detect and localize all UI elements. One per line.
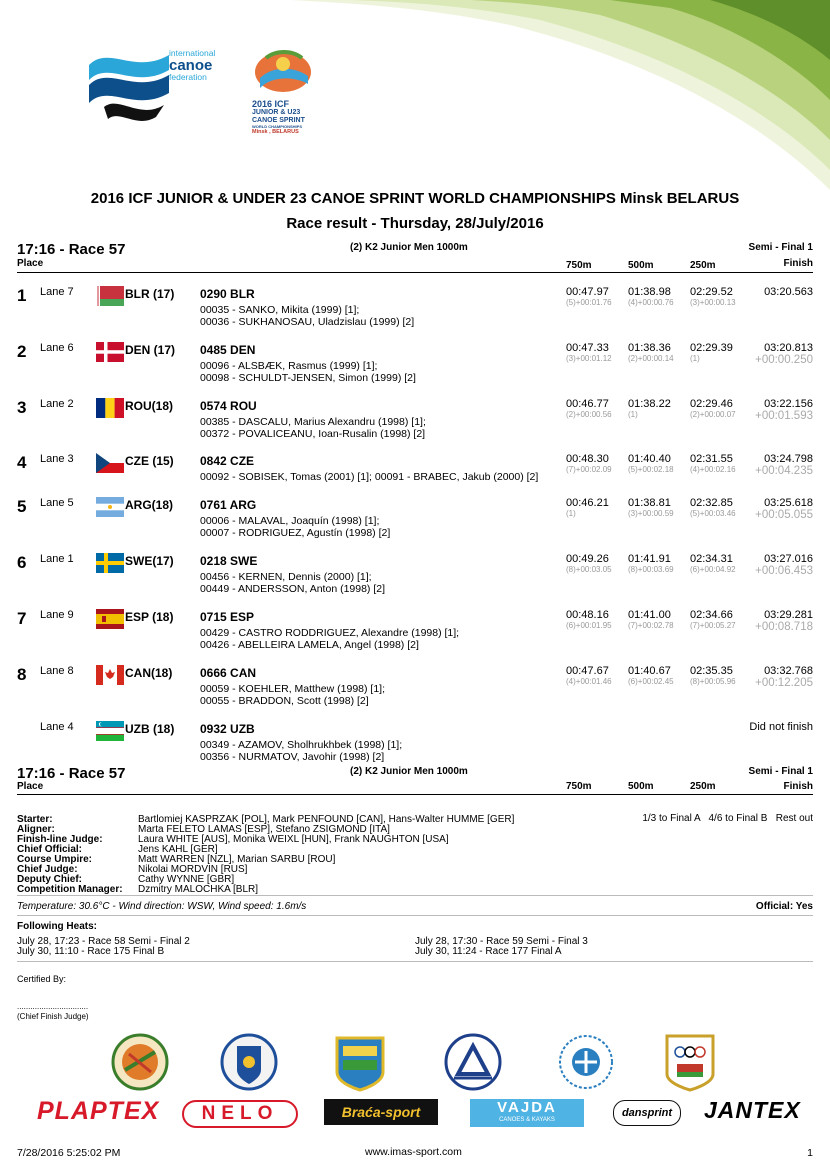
split-750: 00:47.33 bbox=[566, 342, 609, 354]
flag-cze-icon bbox=[96, 453, 124, 473]
result-crew-member: 00349 - AZAMOV, Sholhrukhbek (1998) [1]; bbox=[200, 739, 403, 751]
result-crew-member: 00098 - SCHULDT-JENSEN, Simon (1999) [2] bbox=[200, 372, 416, 384]
result-finish-time: 03:24.798 bbox=[764, 453, 813, 465]
official-value: Matt WARREN [NZL], Marian SARBU [ROU] bbox=[138, 854, 336, 865]
result-crew-member: 00385 - DASCALU, Marius Alexandru (1998) [1]; bbox=[200, 416, 426, 428]
event-logo-line1: 2016 ICF bbox=[252, 99, 290, 109]
icf-logo-line3: federation bbox=[169, 72, 207, 82]
result-gap: +00:01.593 bbox=[755, 410, 813, 422]
col-250: 250m bbox=[690, 260, 716, 271]
officials-values bbox=[138, 815, 514, 895]
following-heat: July 28, 17:30 - Race 59 Semi - Final 3 bbox=[415, 936, 588, 947]
rank-750: (2)+00:00.56 bbox=[566, 410, 612, 419]
weather-info: Temperature: 30.6°C - Wind direction: WSW, Wind speed: 1.6m/s bbox=[17, 901, 307, 912]
event-emblem-icon bbox=[252, 48, 314, 94]
result-gap: +00:06.453 bbox=[755, 565, 813, 577]
sport-ministry-emblem-icon bbox=[557, 1032, 615, 1092]
col-place-bottom: Place bbox=[17, 781, 44, 792]
result-place: 4 bbox=[17, 453, 27, 472]
sponsor-dansprint: dansprint bbox=[613, 1100, 681, 1126]
official-label: Chief Official: bbox=[17, 844, 83, 855]
split-500: 01:41.00 bbox=[628, 609, 671, 621]
rank-750: (8)+00:03.05 bbox=[566, 565, 612, 574]
bottom-header-divider bbox=[17, 794, 813, 795]
col-finish: Finish bbox=[783, 258, 813, 269]
result-crew-member: 00426 - ABELLEIRA LAMELA, Angel (1998) [2] bbox=[200, 639, 419, 651]
rank-500: (7)+00:02.78 bbox=[628, 621, 674, 630]
split-500: 01:38.22 bbox=[628, 398, 671, 410]
result-lane: Lane 8 bbox=[40, 665, 74, 677]
event-logo-line4: WORLD CHAMPIONSHIPS bbox=[252, 124, 302, 129]
result-gap: +00:08.718 bbox=[755, 621, 813, 633]
result-finish-time: 03:20.563 bbox=[764, 286, 813, 298]
result-finish-time: 03:25.618 bbox=[764, 497, 813, 509]
result-crew-member: 00092 - SOBISEK, Tomas (2001) [1]; 00091 - BRABEC, Jakub (2000) [2] bbox=[200, 471, 539, 483]
result-place: 2 bbox=[17, 342, 27, 361]
sponsor-vajda bbox=[470, 1099, 584, 1127]
result-country: CAN(18) bbox=[125, 666, 173, 680]
split-250: 02:29.39 bbox=[690, 342, 733, 354]
race-time-title-bottom: 17:16 - Race 57 bbox=[17, 765, 126, 782]
rank-500: (8)+00:03.69 bbox=[628, 565, 674, 574]
race-event: (2) K2 Junior Men 1000m bbox=[350, 242, 468, 253]
result-country: CZE (15) bbox=[125, 454, 174, 468]
result-crew-member: 00429 - CASTRO RODDRIGUEZ, Alexandre (1998) [1]; bbox=[200, 627, 460, 639]
split-500: 01:40.67 bbox=[628, 665, 671, 677]
official-label: Finish-line Judge: bbox=[17, 834, 103, 845]
result-lane: Lane 1 bbox=[40, 553, 74, 565]
certified-label: Certified By: bbox=[17, 974, 67, 984]
rank-500: (2)+00:00.14 bbox=[628, 354, 674, 363]
split-750: 00:47.67 bbox=[566, 665, 609, 677]
result-crew-member: 00456 - KERNEN, Dennis (2000) [1]; bbox=[200, 571, 372, 583]
split-500: 01:40.40 bbox=[628, 453, 671, 465]
region-flag-emblem-icon bbox=[333, 1032, 387, 1092]
flag-swe-icon bbox=[96, 553, 124, 573]
result-country: ARG(18) bbox=[125, 498, 174, 512]
split-750: 00:46.21 bbox=[566, 497, 609, 509]
result-place: 8 bbox=[17, 665, 27, 684]
col-500-bottom: 500m bbox=[628, 781, 654, 792]
flag-can-icon bbox=[96, 665, 124, 685]
split-750: 00:49.26 bbox=[566, 553, 609, 565]
flag-den-icon bbox=[96, 342, 124, 362]
split-750: 00:48.16 bbox=[566, 609, 609, 621]
race-time-title: 17:16 - Race 57 bbox=[17, 241, 126, 258]
result-crew-member: 00035 - SANKO, Mikita (1999) [1]; bbox=[200, 304, 360, 316]
rank-750: (6)+00:01.95 bbox=[566, 621, 612, 630]
result-boat: 0842 CZE bbox=[200, 454, 255, 468]
split-750: 00:46.77 bbox=[566, 398, 609, 410]
col-finish-bottom: Finish bbox=[783, 781, 813, 792]
split-500: 01:38.98 bbox=[628, 286, 671, 298]
result-finish-time: 03:20.813 bbox=[764, 342, 813, 354]
rank-500: (6)+00:02.45 bbox=[628, 677, 674, 686]
page-subtitle: Race result - Thursday, 28/July/2016 bbox=[286, 215, 544, 232]
result-country: ROU(18) bbox=[125, 399, 174, 413]
event-logo-line5: Minsk , BELARUS bbox=[252, 129, 299, 135]
icf-wave-icon bbox=[84, 45, 174, 125]
result-lane: Lane 9 bbox=[40, 609, 74, 621]
official-value: Marta FELETO LAMAS [ESP], Stefano ZSIGMOND [ITA] bbox=[138, 824, 390, 835]
rank-750: (7)+00:02.09 bbox=[566, 465, 612, 474]
result-boat: 0932 UZB bbox=[200, 722, 255, 736]
following-heat: July 28, 17:23 - Race 58 Semi - Final 2 bbox=[17, 936, 190, 947]
result-finish-time: Did not finish bbox=[749, 721, 813, 733]
result-lane: Lane 3 bbox=[40, 453, 74, 465]
following-heats-left bbox=[17, 937, 190, 957]
official-label: Deputy Chief: bbox=[17, 874, 82, 885]
signature-role: (Chief Finish Judge) bbox=[17, 1012, 89, 1021]
rank-500: (3)+00:00.59 bbox=[628, 509, 674, 518]
result-boat: 0574 ROU bbox=[200, 399, 257, 413]
flag-arg-icon bbox=[96, 497, 124, 517]
result-crew-member: 00356 - NURMATOV, Javohir (1998) [2] bbox=[200, 751, 385, 763]
col-750-bottom: 750m bbox=[566, 781, 592, 792]
race-phase: Semi - Final 1 bbox=[748, 242, 813, 253]
result-boat: 0715 ESP bbox=[200, 610, 255, 624]
col-place: Place bbox=[17, 258, 44, 269]
col-750: 750m bbox=[566, 260, 592, 271]
flag-rou-icon bbox=[96, 398, 124, 418]
official-value: Cathy WYNNE [GBR] bbox=[138, 874, 235, 885]
split-250: 02:35.35 bbox=[690, 665, 733, 677]
rank-250: (6)+00:04.92 bbox=[690, 565, 736, 574]
flag-uzb-icon bbox=[96, 721, 124, 741]
official-label: Aligner: bbox=[17, 824, 55, 835]
split-250: 02:29.52 bbox=[690, 286, 733, 298]
official-value: Nikolai MORDVIN [RUS] bbox=[138, 864, 248, 875]
split-250: 02:34.66 bbox=[690, 609, 733, 621]
result-gap: +00:05.055 bbox=[755, 509, 813, 521]
rank-750: (5)+00:01.76 bbox=[566, 298, 612, 307]
rank-750: (1) bbox=[566, 509, 576, 518]
footer-page-number: 1 bbox=[807, 1147, 813, 1159]
result-country: ESP (18) bbox=[125, 610, 174, 624]
rank-500: (1) bbox=[628, 410, 638, 419]
rank-250: (3)+00:00.13 bbox=[690, 298, 736, 307]
split-500: 01:41.91 bbox=[628, 553, 671, 565]
rank-500: (4)+00:00.76 bbox=[628, 298, 674, 307]
official-value: Laura WHITE [AUS], Monika WEIXL [HUN], Frank NAUGHTON [USA] bbox=[138, 834, 449, 845]
following-divider bbox=[17, 961, 813, 962]
split-250: 02:29.46 bbox=[690, 398, 733, 410]
weather-divider-bottom bbox=[17, 915, 813, 916]
result-crew-member: 00007 - RODRIGUEZ, Agustín (1998) [2] bbox=[200, 527, 391, 539]
icf-logo-line2: canoe bbox=[169, 57, 213, 74]
rank-250: (4)+00:02.16 bbox=[690, 465, 736, 474]
result-lane: Lane 6 bbox=[40, 342, 74, 354]
result-place: 6 bbox=[17, 553, 27, 572]
result-crew-member: 00096 - ALSBÆK, Rasmus (1999) [1]; bbox=[200, 360, 378, 372]
result-boat: 0218 SWE bbox=[200, 554, 258, 568]
rank-250: (8)+00:05.96 bbox=[690, 677, 736, 686]
result-finish-time: 03:27.016 bbox=[764, 553, 813, 565]
official-label: Chief Judge: bbox=[17, 864, 78, 875]
footer-printed-date: 7/28/2016 5:25:02 PM bbox=[17, 1147, 121, 1159]
rank-750: (4)+00:01.46 bbox=[566, 677, 612, 686]
icf-logo-line1: international bbox=[169, 48, 216, 58]
minsk-coat-emblem-icon bbox=[220, 1032, 278, 1092]
following-heats-title: Following Heats: bbox=[17, 921, 97, 932]
sponsor-vajda-sub: CANOES & KAYAKS bbox=[499, 1117, 555, 1123]
result-finish-time: 03:22.156 bbox=[764, 398, 813, 410]
page-title: 2016 ICF JUNIOR & UNDER 23 CANOE SPRINT WORLD CHAMPIONSHIPS Minsk BELARUS bbox=[90, 190, 740, 207]
split-500: 01:38.36 bbox=[628, 342, 671, 354]
result-crew-member: 00059 - KOEHLER, Matthew (1998) [1]; bbox=[200, 683, 386, 695]
result-place: 5 bbox=[17, 497, 27, 516]
race-event-bottom: (2) K2 Junior Men 1000m bbox=[350, 766, 468, 777]
sponsor-jantex: JANTEX bbox=[704, 1097, 801, 1123]
result-crew-member: 00006 - MALAVAL, Joaquín (1998) [1]; bbox=[200, 515, 380, 527]
header-divider bbox=[17, 272, 813, 273]
event-logo-line3: CANOE SPRINT bbox=[252, 116, 305, 124]
sponsor-vajda-name: VAJDA bbox=[497, 1099, 557, 1116]
official-value: Bartlomiej KASPRZAK [POL], Mark PENFOUND [CAN], Hans-Walter HUMME [GER] bbox=[138, 814, 515, 825]
rowing-club-emblem-icon bbox=[444, 1032, 502, 1092]
footer-website-link[interactable]: www.imas-sport.com bbox=[365, 1146, 462, 1158]
event-logo-line2: JUNIOR & U23 bbox=[252, 109, 301, 116]
officials-labels bbox=[17, 815, 123, 895]
result-gap: +00:04.235 bbox=[755, 465, 813, 477]
result-finish-time: 03:32.768 bbox=[764, 665, 813, 677]
following-heat: July 30, 11:24 - Race 177 Final A bbox=[415, 946, 562, 957]
rank-250: (7)+00:05.27 bbox=[690, 621, 736, 630]
sponsor-nelo: NELO bbox=[182, 1100, 298, 1128]
flag-esp-icon bbox=[96, 609, 124, 629]
rank-750: (3)+00:01.12 bbox=[566, 354, 612, 363]
official-label: Competition Manager: bbox=[17, 884, 123, 895]
split-750: 00:48.30 bbox=[566, 453, 609, 465]
following-heats-right bbox=[415, 937, 588, 957]
official-value: Dzmitry MALOCHKA [BLR] bbox=[138, 884, 259, 895]
result-boat: 0290 BLR bbox=[200, 287, 255, 301]
rank-500: (5)+00:02.18 bbox=[628, 465, 674, 474]
result-crew-member: 00449 - ANDERSSON, Anton (1998) [2] bbox=[200, 583, 386, 595]
result-boat: 0761 ARG bbox=[200, 498, 257, 512]
result-crew-member: 00372 - POVALICEANU, Ioan-Rusalin (1998) [2] bbox=[200, 428, 426, 440]
rank-250: (2)+00:00.07 bbox=[690, 410, 736, 419]
event-logo bbox=[252, 48, 314, 134]
split-500: 01:38.81 bbox=[628, 497, 671, 509]
following-heat: July 30, 11:10 - Race 175 Final B bbox=[17, 946, 165, 957]
result-gap: +00:12.205 bbox=[755, 677, 813, 689]
result-lane: Lane 2 bbox=[40, 398, 74, 410]
result-boat: 0666 CAN bbox=[200, 666, 257, 680]
race-phase-bottom: Semi - Final 1 bbox=[748, 766, 813, 777]
col-250-bottom: 250m bbox=[690, 781, 716, 792]
result-place: 1 bbox=[17, 286, 27, 305]
official-status: Official: Yes bbox=[755, 901, 813, 912]
weather-divider-top bbox=[17, 895, 813, 896]
result-country: SWE(17) bbox=[125, 554, 174, 568]
result-place: 7 bbox=[17, 609, 27, 628]
result-finish-time: 03:29.281 bbox=[764, 609, 813, 621]
result-lane: Lane 7 bbox=[40, 286, 74, 298]
olympic-committee-emblem-icon bbox=[663, 1032, 717, 1092]
split-250: 02:34.31 bbox=[690, 553, 733, 565]
result-country: BLR (17) bbox=[125, 287, 175, 301]
result-lane: Lane 4 bbox=[40, 721, 74, 733]
result-lane: Lane 5 bbox=[40, 497, 74, 509]
result-country: UZB (18) bbox=[125, 722, 175, 736]
header-swoosh-graphic bbox=[290, 0, 830, 190]
progression-rules: 1/3 to Final A 4/6 to Final B Rest out bbox=[642, 813, 813, 824]
rank-250: (5)+00:03.46 bbox=[690, 509, 736, 518]
icf-logo bbox=[84, 45, 234, 130]
col-500: 500m bbox=[628, 260, 654, 271]
result-crew-member: 00036 - SUKHANOSAU, Uladzislau (1999) [2] bbox=[200, 316, 415, 328]
canoe-federation-emblem-icon bbox=[111, 1032, 169, 1092]
result-crew-member: 00055 - BRADDON, Scott (1998) [2] bbox=[200, 695, 369, 707]
split-250: 02:32.85 bbox=[690, 497, 733, 509]
signature-line: ................................ bbox=[17, 1002, 89, 1011]
sponsor-braca-sport: Braća-sport bbox=[324, 1099, 438, 1125]
rank-250: (1) bbox=[690, 354, 700, 363]
split-750: 00:47.97 bbox=[566, 286, 609, 298]
result-country: DEN (17) bbox=[125, 343, 176, 357]
official-label: Course Umpire: bbox=[17, 854, 93, 865]
split-250: 02:31.55 bbox=[690, 453, 733, 465]
flag-blr-icon bbox=[96, 286, 124, 306]
sponsor-plaptex: PLAPTEX bbox=[37, 1097, 160, 1125]
result-gap: +00:00.250 bbox=[755, 354, 813, 366]
result-place: 3 bbox=[17, 398, 27, 417]
official-label: Starter: bbox=[17, 814, 53, 825]
official-value: Jens KAHL [GER] bbox=[138, 844, 218, 855]
result-boat: 0485 DEN bbox=[200, 343, 256, 357]
